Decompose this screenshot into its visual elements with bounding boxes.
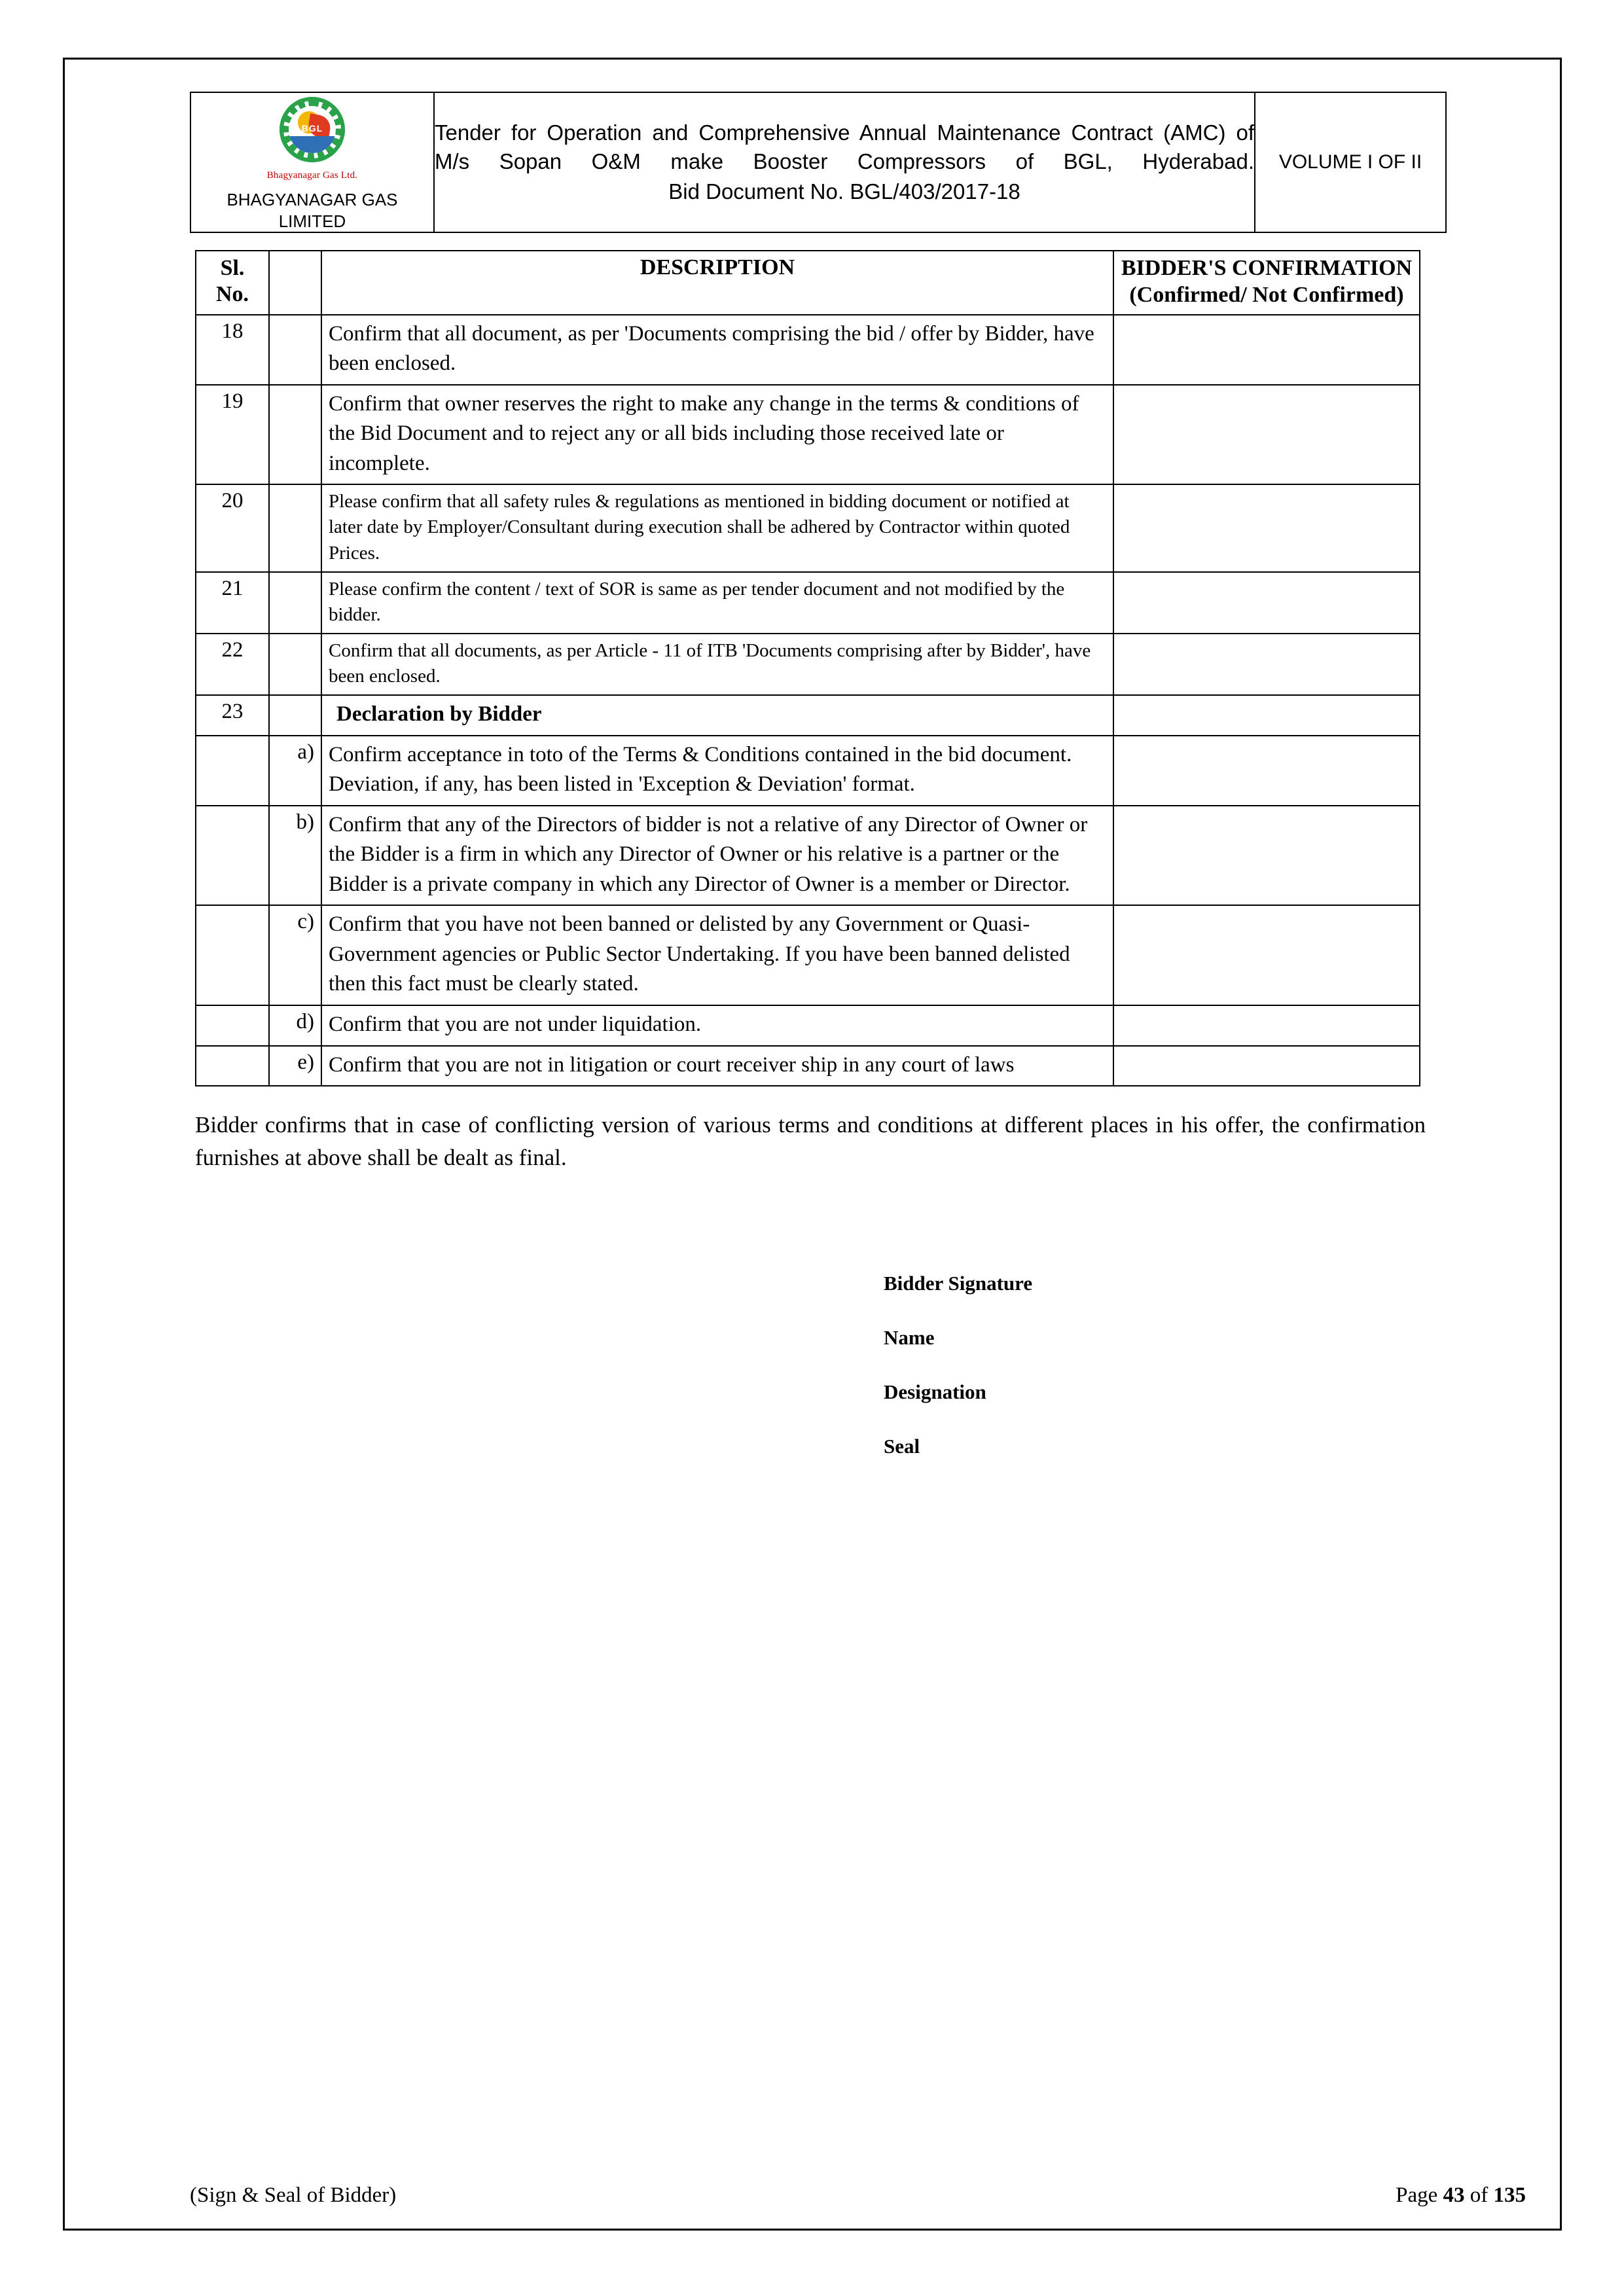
cell-letter	[269, 315, 321, 385]
cell-letter	[269, 695, 321, 736]
cell-description: Please confirm the content / text of SOR is same as per tender document and not modified by the bidder.	[321, 572, 1113, 634]
header-bid-document-no: Bid Document No. BGL/403/2017-18	[668, 179, 1020, 204]
cell-sl-no	[196, 806, 269, 906]
cell-confirmation[interactable]	[1113, 905, 1420, 1005]
table-header-row	[196, 251, 1420, 315]
table-row	[196, 806, 1420, 906]
bgl-logo-icon	[273, 93, 352, 168]
page-content	[190, 92, 1447, 1489]
cell-sl-no	[196, 905, 269, 1005]
table-row	[196, 385, 1420, 485]
company-name: BHAGYANAGAR GAS LIMITED	[226, 190, 398, 231]
cell-letter	[269, 484, 321, 571]
cell-description: Confirm acceptance in toto of the Terms & Conditions contained in the bid document. Deviation, if any, has been listed in 'Exception & Deviation' format.	[321, 736, 1113, 806]
table-body	[196, 315, 1420, 1086]
cell-description: Confirm that owner reserves the right to make any change in the terms & conditions of the Bid Document and to reject any or all bids including those received late or incomplete.	[321, 385, 1113, 485]
cell-sl-no	[196, 1005, 269, 1046]
footer-of-label: of	[1470, 2183, 1489, 2207]
signature-block	[884, 1272, 1447, 1458]
column-header-sl-no: Sl. No.	[196, 251, 269, 315]
cell-confirmation[interactable]	[1113, 1005, 1420, 1046]
bidder-confirmation-table	[195, 250, 1420, 1086]
cell-confirmation[interactable]	[1113, 695, 1420, 736]
cell-description: Confirm that you are not under liquidation.	[321, 1005, 1113, 1046]
cell-description: Confirm that you have not been banned or delisted by any Government or Quasi-Government agencies or Public Sector Undertaking. If you have been banned delisted then this fact must be clearly stated.	[321, 905, 1113, 1005]
cell-confirmation[interactable]	[1113, 1046, 1420, 1086]
table-row	[196, 484, 1420, 571]
table-row	[196, 736, 1420, 806]
cell-confirmation[interactable]	[1113, 806, 1420, 906]
cell-letter: c)	[269, 905, 321, 1005]
document-header	[190, 92, 1447, 233]
cell-description: Confirm that all documents, as per Article - 11 of ITB 'Documents comprising after by Bidder', have been enclosed.	[321, 634, 1113, 695]
cell-letter: e)	[269, 1046, 321, 1086]
cell-description: Please confirm that all safety rules & regulations as mentioned in bidding document or notified at later date by Employer/Consultant during execution shall be adhered by Contractor within quoted Prices.	[321, 484, 1113, 571]
cell-sl-no: 21	[196, 572, 269, 634]
header-title-main: Tender for Operation and Comprehensive Annual Maintenance Contract (AMC) of M/s Sopan O&M make Booster Compressors of BGL, Hyderabad.	[435, 120, 1254, 174]
signature-label-name: Name	[884, 1326, 935, 1350]
cell-description: Confirm that all document, as per 'Documents comprising the bid / offer by Bidder, have been enclosed.	[321, 315, 1113, 385]
signature-label-designation: Designation	[884, 1380, 986, 1404]
cell-sl-no	[196, 1046, 269, 1086]
cell-letter: a)	[269, 736, 321, 806]
table-row	[196, 315, 1420, 385]
signature-label-bidder-signature: Bidder Signature	[884, 1272, 1033, 1295]
cell-letter	[269, 634, 321, 695]
cell-description: Declaration by Bidder	[321, 695, 1113, 736]
footer-current-page: 43	[1443, 2183, 1465, 2207]
table-row	[196, 1046, 1420, 1086]
cell-confirmation[interactable]	[1113, 572, 1420, 634]
cell-confirmation[interactable]	[1113, 736, 1420, 806]
table-row	[196, 905, 1420, 1005]
cell-confirmation[interactable]	[1113, 484, 1420, 571]
column-header-letter	[269, 251, 321, 315]
table-row	[196, 634, 1420, 695]
cell-sl-no: 18	[196, 315, 269, 385]
footer-sign-seal: (Sign & Seal of Bidder)	[190, 2183, 397, 2207]
footer-total-pages: 135	[1493, 2183, 1526, 2207]
cell-letter: b)	[269, 806, 321, 906]
column-header-confirmation: BIDDER'S CONFIRMATION (Confirmed/ Not Confirmed)	[1113, 251, 1420, 315]
page-footer	[190, 2183, 1526, 2208]
header-volume: VOLUME I OF II	[1255, 92, 1446, 232]
cell-sl-no: 19	[196, 385, 269, 485]
cell-sl-no: 20	[196, 484, 269, 571]
cell-letter	[269, 385, 321, 485]
cell-sl-no: 22	[196, 634, 269, 695]
cell-confirmation[interactable]	[1113, 634, 1420, 695]
cell-sl-no: 23	[196, 695, 269, 736]
signature-label-seal: Seal	[884, 1435, 920, 1458]
closing-paragraph: Bidder confirms that in case of conflicting version of various terms and conditions at different places in his offer, the confirmation furnishes at above shall be dealt as final.	[195, 1112, 1426, 1170]
table-row	[196, 695, 1420, 736]
cell-description: Confirm that you are not in litigation or court receiver ship in any court of laws	[321, 1046, 1113, 1086]
header-title-cell	[434, 92, 1255, 232]
footer-page-number	[1396, 2183, 1526, 2208]
logo-caption: Bhagyanagar Gas Ltd.	[266, 170, 358, 181]
cell-confirmation[interactable]	[1113, 315, 1420, 385]
cell-letter: d)	[269, 1005, 321, 1046]
cell-sl-no	[196, 736, 269, 806]
cell-letter	[269, 572, 321, 634]
table-row	[196, 572, 1420, 634]
column-header-description: DESCRIPTION	[321, 251, 1113, 315]
table-row	[196, 1005, 1420, 1046]
cell-description: Confirm that any of the Directors of bidder is not a relative of any Director of Owner or the Bidder is a firm in which any Director of Owner or his relative is a partner or the Bidder is a private company in which any Director of Owner is a member or Director.	[321, 806, 1113, 906]
cell-confirmation[interactable]	[1113, 385, 1420, 485]
footer-page-label: Page	[1396, 2183, 1438, 2207]
header-logo-cell	[190, 92, 434, 232]
logo-text: BGL	[301, 123, 323, 134]
